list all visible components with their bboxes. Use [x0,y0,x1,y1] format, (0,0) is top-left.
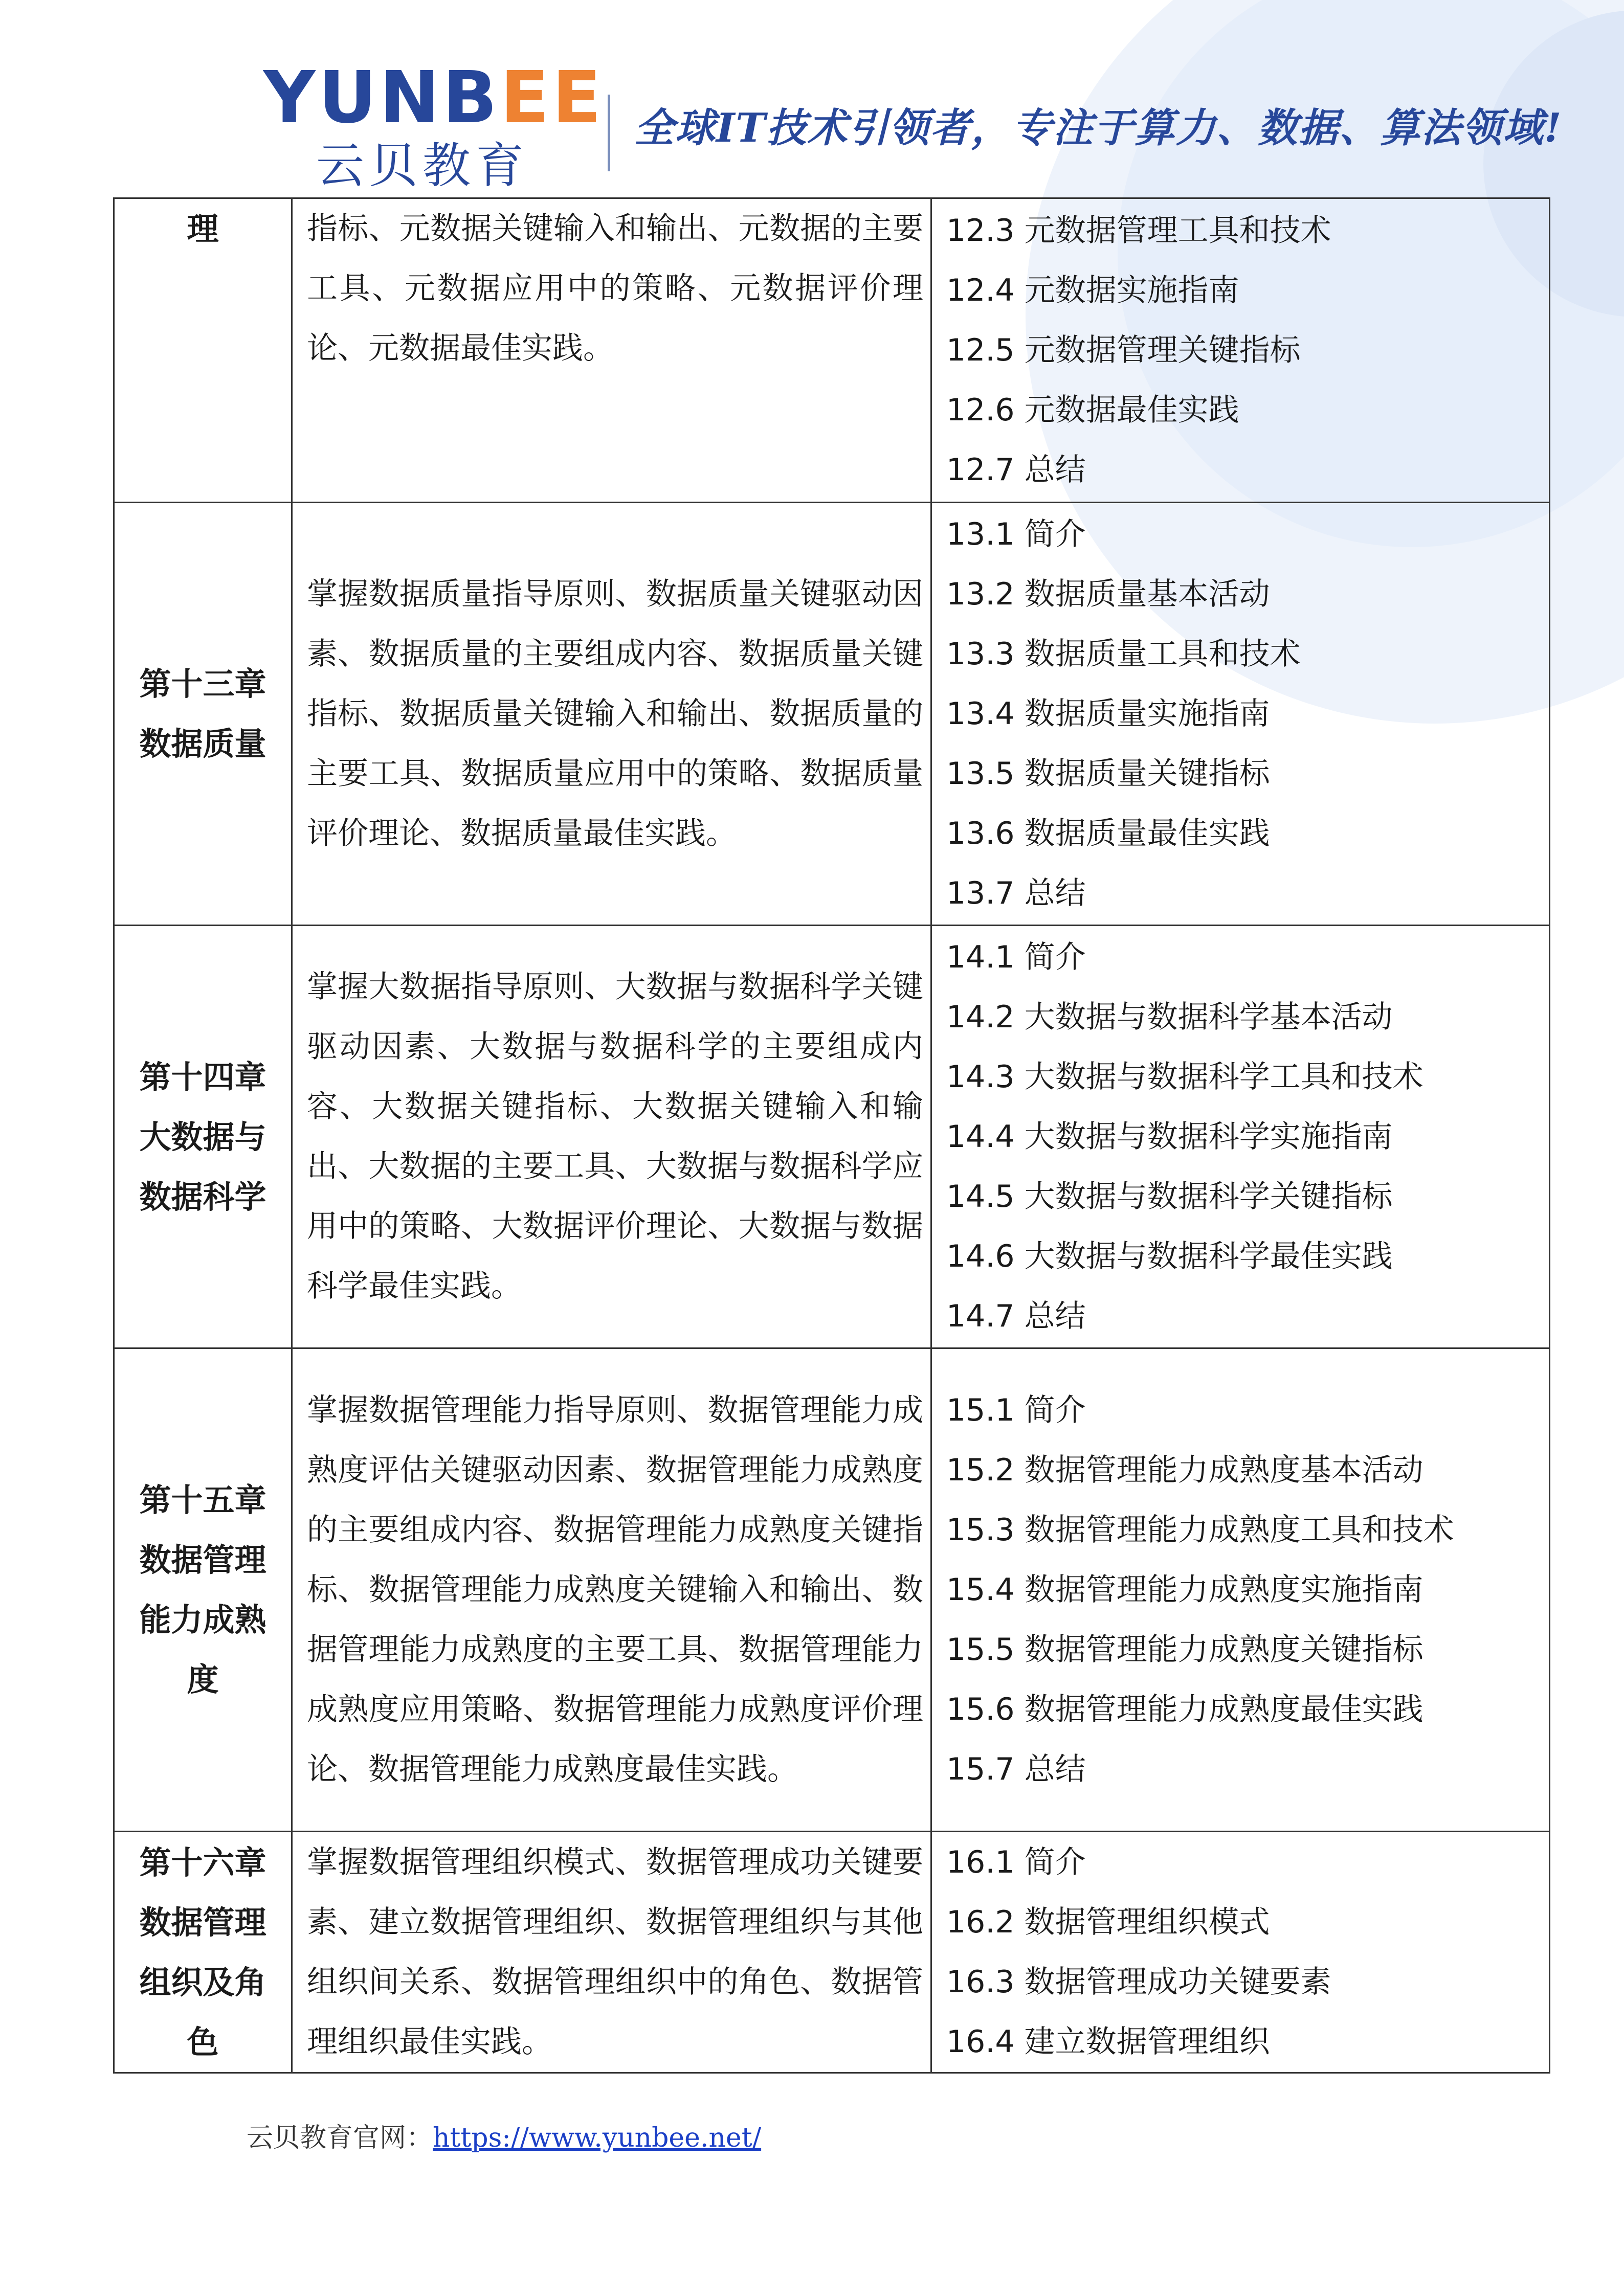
section-item: 16.3 数据管理成功关键要素 [946,1964,1331,2000]
section-item: 12.3 元数据管理工具和技术 [946,212,1331,249]
section-item: 14.5 大数据与数据科学关键指标 [946,1178,1393,1214]
page-footer [247,2125,761,2151]
section-item: 16.4 建立数据管理组织 [946,2023,1270,2060]
chapter-cell: 第十四章 大数据与 数据科学 [114,926,292,1348]
section-item: 12.7 总结 [946,452,1086,488]
sections-cell [931,503,1550,926]
table-row [114,1348,1550,1832]
section-item: 14.1 简介 [946,939,1086,975]
section-item: 15.1 简介 [946,1392,1086,1428]
section-item: 15.6 数据管理能力成熟度最佳实践 [946,1691,1423,1727]
description-cell: 掌握数据管理能力指导原则、数据管理能力成熟度评估关键驱动因素、数据管理能力成熟度的主要组成内容、数据管理能力成熟度关键指标、数据管理能力成熟度关键输入和输出、数据管理能力成熟度的主要工具、数据管理能力成熟度应用策略、数据管理能力成熟度评价理论、数据管理能力成熟度最佳实践。 [292,1348,931,1832]
description-cell: 掌握数据质量指导原则、数据质量关键驱动因素、数据质量的主要组成内容、数据质量关键指标、数据质量关键输入和输出、数据质量的主要工具、数据质量应用中的策略、数据质量评价理论、数据质量最佳实践。 [292,503,931,926]
yunbee-logo: YUNBEE [263,56,605,140]
header-divider [608,95,610,171]
course-outline-table [113,197,1550,2074]
table-row [114,1832,1550,2073]
footer-label: 云贝教育官网： [247,2123,433,2153]
sections-cell [931,198,1550,503]
section-item: 13.5 数据质量关键指标 [946,755,1270,792]
section-item: 13.1 简介 [946,516,1086,552]
section-item: 14.7 总结 [946,1298,1086,1334]
section-item: 13.3 数据质量工具和技术 [946,636,1301,672]
description-cell: 掌握数据管理组织模式、数据管理成功关键要素、建立数据管理组织、数据管理组织与其他组织间关系、数据管理组织中的角色、数据管理组织最佳实践。 [292,1832,931,2073]
sections-cell [931,1348,1550,1832]
description-cell: 掌握大数据指导原则、大数据与数据科学关键驱动因素、大数据与数据科学的主要组成内容、大数据关键指标、大数据关键输入和输出、大数据的主要工具、大数据与数据科学应用中的策略、大数据评价理论、大数据与数据科学最佳实践。 [292,926,931,1348]
chapter-cell: 第十六章 数据管理 组织及角 色 [114,1832,292,2073]
section-item: 16.1 简介 [946,1844,1086,1880]
chapter-cell: 第十三章 数据质量 [114,503,292,926]
section-item: 13.7 总结 [946,875,1086,911]
section-item: 12.6 元数据最佳实践 [946,392,1239,428]
chapter-cell: 第十五章 数据管理 能力成熟 度 [114,1348,292,1832]
logo-subtitle: 云贝教育 [316,138,529,194]
section-item: 12.5 元数据管理关键指标 [946,332,1301,368]
section-item: 14.3 大数据与数据科学工具和技术 [946,1059,1423,1095]
sections-cell [931,926,1550,1348]
section-item: 15.7 总结 [946,1751,1086,1787]
section-item: 15.5 数据管理能力成熟度关键指标 [946,1631,1423,1668]
table-row [114,198,1550,503]
section-item: 14.4 大数据与数据科学实施指南 [946,1118,1393,1155]
section-item: 13.6 数据质量最佳实践 [946,815,1270,851]
section-item: 14.2 大数据与数据科学基本活动 [946,999,1393,1035]
table-row [114,503,1550,926]
section-item: 16.2 数据管理组织模式 [946,1904,1270,1940]
chapter-cell: 理 [114,198,292,503]
section-item: 15.3 数据管理能力成熟度工具和技术 [946,1512,1454,1548]
table-row [114,926,1550,1348]
page-header [0,0,1624,199]
header-slogan: 全球IT技术引领者，专注于算力、数据、算法领域! [634,105,1563,151]
section-item: 13.4 数据质量实施指南 [946,695,1270,732]
description-cell: 指标、元数据关键输入和输出、元数据的主要工具、元数据应用中的策略、元数据评价理论、元数据最佳实践。 [292,198,931,503]
section-item: 15.4 数据管理能力成熟度实施指南 [946,1571,1423,1608]
website-link[interactable]: https://www.yunbee.net/ [433,2123,762,2153]
section-item: 13.2 数据质量基本活动 [946,576,1270,612]
section-item: 12.4 元数据实施指南 [946,272,1239,308]
sections-cell [931,1832,1550,2073]
section-item: 15.2 数据管理能力成熟度基本活动 [946,1452,1423,1488]
section-item: 14.6 大数据与数据科学最佳实践 [946,1238,1393,1274]
